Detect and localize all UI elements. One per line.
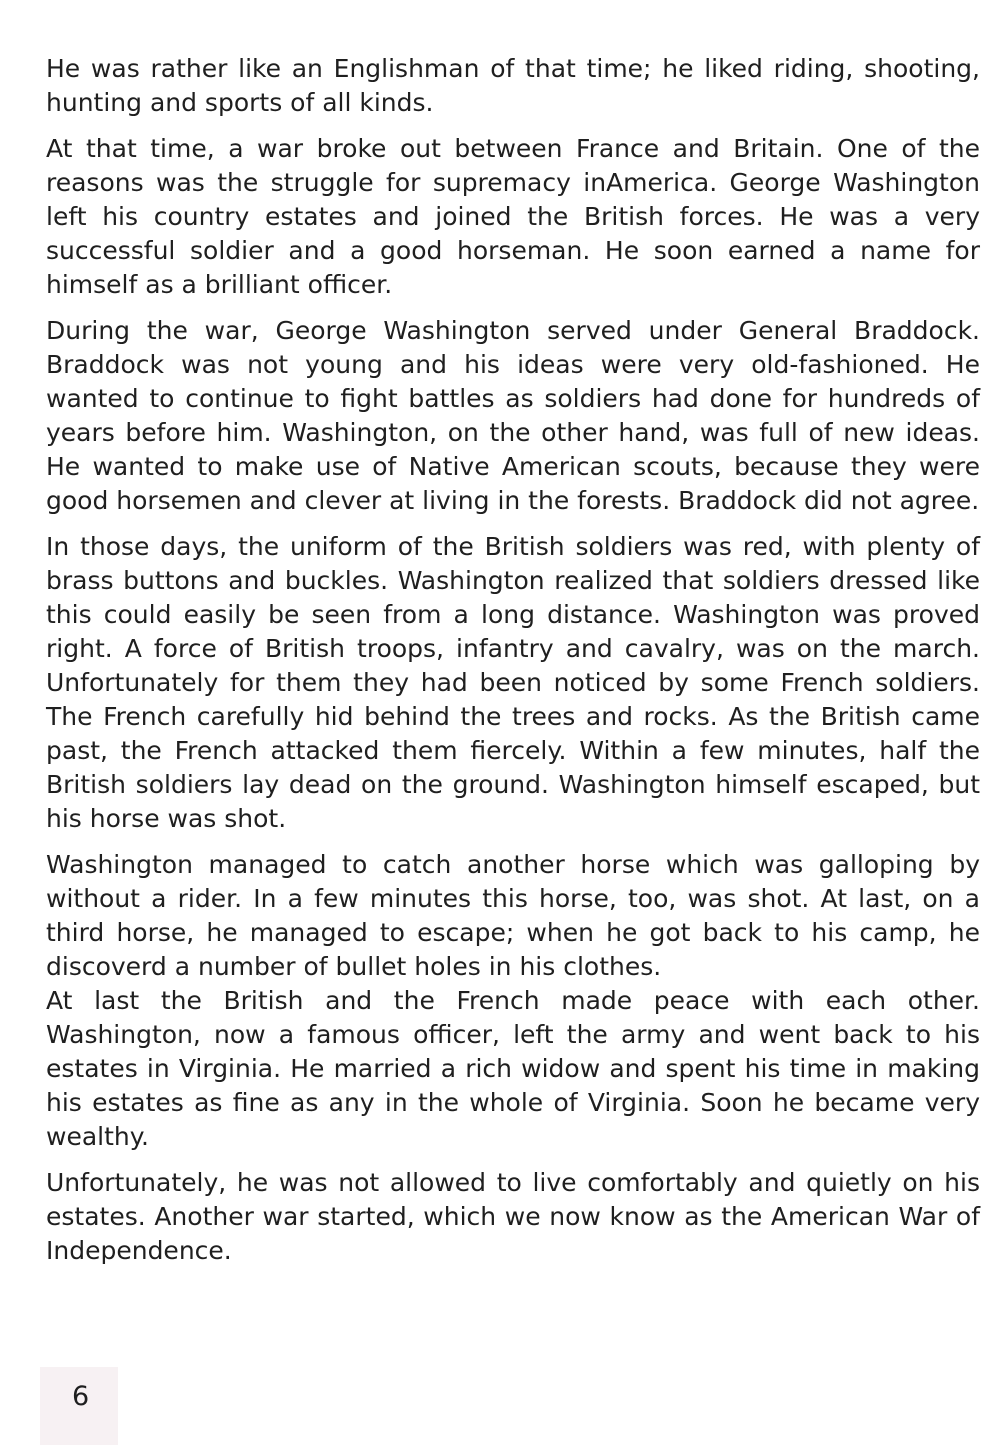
page-number: 6 <box>72 1381 90 1412</box>
paragraph-6: At last the British and the French made peace with each other. Washington, now a famous officer, left the army and went back to his estates in Virginia. He married a rich widow and spent his time in making his estates as fine as any in the whole of Virginia. Soon he became very wealthy. <box>46 986 980 1151</box>
paragraph-4: In those days, the uniform of the British soldiers was red, with plenty of brass buttons and buckles. Washington realized that soldiers dressed like this could easily be seen from a long distance. Washington was proved right. A force of British troops, infantry and cavalry, was on the march. Unfortunately for them they had been noticed by some French soldiers. The French carefully hid behind the trees and rocks. As the British came past, the French attacked them fiercely. Within a few minutes, half the British soldiers lay dead on the ground. Washington himself escaped, but his horse was shot. <box>46 532 980 833</box>
paragraph-2: At that time, a war broke out between France and Britain. One of the reasons was the struggle for supremacy inAmerica. George Washington left his country estates and joined the British forces. He was a very successful soldier and a good horseman. He soon earned a name for himself as a brilliant officer. <box>46 134 980 299</box>
paragraph-5: Washington managed to catch another horse which was galloping by without a rider. In a few minutes this horse, too, was shot. At last, on a third horse, he managed to escape; when he got back to his camp, he discoverd a number of bullet holes in his clothes. <box>46 850 980 981</box>
paragraph-7: Unfortunately, he was not allowed to live comfortably and quietly on his estates. Another war started, which we now know as the American War of Independence. <box>46 1168 980 1265</box>
paragraph-3: During the war, George Washington served under General Braddock. Braddock was not young and his ideas were very old-fashioned. He wanted to continue to fight battles as soldiers had done for hundreds of years before him. Washington, on the other hand, was full of new ideas. He wanted to make use of Native American scouts, because they were good horsemen and clever at living in the forests. Braddock did not agree. <box>46 316 980 515</box>
paragraph-1: He was rather like an Englishman of that time; he liked riding, shooting, hunting and sports of all kinds. <box>46 54 980 117</box>
body-text <box>46 52 980 1280</box>
